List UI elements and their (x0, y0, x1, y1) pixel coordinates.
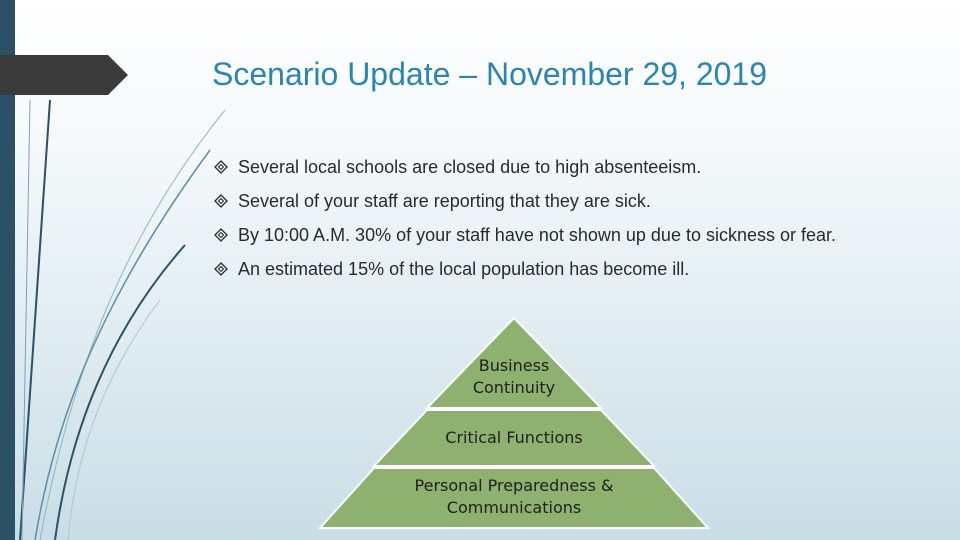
pyramid-bottom-label: Personal Preparedness & Communications (414, 476, 614, 517)
list-item (214, 252, 836, 286)
bullet-list (214, 150, 836, 286)
diamond-bullet-icon (214, 262, 228, 276)
title-tab-marker (0, 55, 128, 95)
diamond-bullet-icon (214, 160, 228, 174)
bullet-text: By 10:00 A.M. 30% of your staff have not shown up due to sickness or fear. (238, 224, 837, 245)
bullet-text: Several local schools are closed due to high absenteeism. (238, 156, 702, 177)
list-item (214, 218, 836, 252)
pyramid-top-label: Business Continuity (472, 356, 556, 397)
diamond-bullet-icon (214, 194, 228, 208)
pyramid-middle-label: Critical Functions (445, 428, 583, 447)
diamond-bullet-icon (214, 228, 228, 242)
bullet-text: An estimated 15% of the local population has become ill. (238, 258, 690, 279)
list-item (214, 150, 836, 184)
continuity-pyramid (318, 316, 710, 530)
bullet-text: Several of your staff are reporting that they are sick. (238, 190, 651, 211)
slide-title: Scenario Update – November 29, 2019 (212, 56, 768, 92)
list-item (214, 184, 836, 218)
